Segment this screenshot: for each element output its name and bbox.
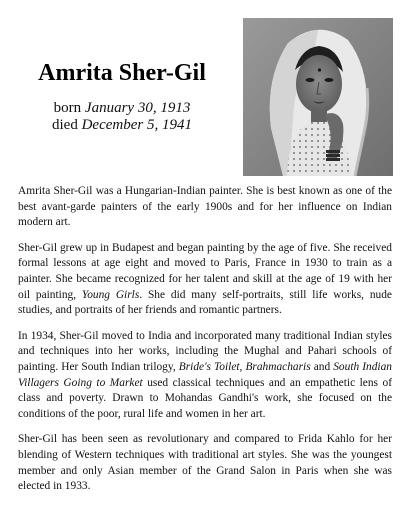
born-label: born	[53, 100, 82, 116]
artwork-title: Young Girls	[81, 288, 140, 301]
artwork-title: Bride's Toilet, Brahmacharis	[178, 360, 311, 373]
title-block	[8, 58, 236, 134]
died-label: died	[52, 117, 78, 133]
text-span: In 1934, Sher-Gil moved to India and incorporated many traditional Indian styles and techniques into her works, including the Mughal and Pahari schools of painting. Her South Indian trilogy,	[18, 329, 392, 373]
paragraph-legacy: Sher-Gil has been seen as revolutionary and compared to Frida Kahlo for her blending of Western techniques with traditional art styles. She was the youngest member and only Asian member of the Grand Salon in Paris when she was elected in 1933.	[18, 433, 392, 493]
life-dates	[8, 100, 236, 134]
portrait-photo	[243, 18, 393, 176]
artwork-title: South Indian Villagers Going to Market	[18, 360, 392, 389]
page-header	[0, 0, 410, 178]
portrait-illustration	[243, 18, 393, 176]
paragraph-early-life	[18, 241, 392, 319]
person-name: Amrita Sher-Gil	[38, 60, 206, 86]
biography-text	[18, 184, 392, 505]
text-span: Sher-Gil grew up in Budapest and began painting by the age of five. She received formal lessons at age eight and moved to Paris, France in 1930 to train as a painter. She became recognized for her talent and skill at the age of 19 with her oil painting,	[18, 241, 392, 301]
paragraph-india	[18, 329, 392, 423]
text-span: and	[310, 360, 334, 373]
paragraph-intro: Amrita Sher-Gil was a Hungarian-Indian painter. She is best known as one of the best avant-garde painters of the early 1900s and for her influence on Indian modern art.	[18, 185, 392, 229]
died-line	[8, 117, 236, 134]
died-date: December 5, 1941	[81, 117, 192, 133]
born-line	[8, 100, 236, 117]
text-span: used classical techniques and an empathetic lens of class and poverty. Drawn to Mohandas Gandhi's work, she focused on the conditions of the poor, rural life and women in her art.	[18, 376, 392, 420]
born-date: January 30, 1913	[84, 100, 191, 116]
text-span: . She did many self-portraits, still life works, nude studies, and portraits of her friends and romantic partners.	[18, 288, 392, 317]
